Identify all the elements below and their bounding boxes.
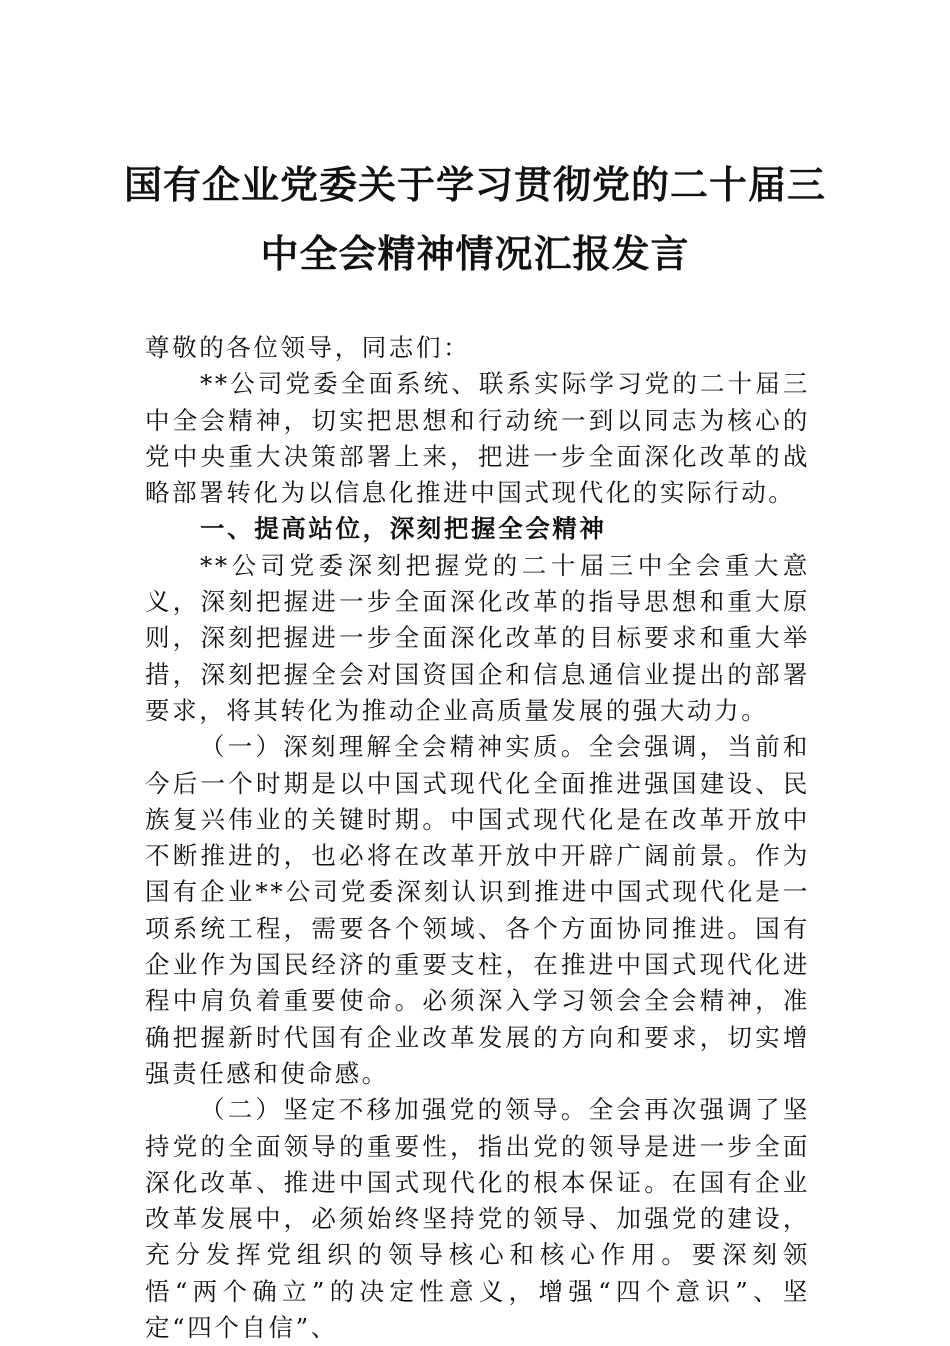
section-1-paragraph: **公司党委深刻把握党的二十届三中全会重大意义，深刻把握进一步全面深化改革的指导思想和重大原则，深刻把握进一步全面深化改革的目标要求和重大举措，深刻把握全会对国资国企和信息通信业提出的部署要求，将其转化为推动企业高质量发展的强大动力。: [145, 550, 810, 725]
document-body: [145, 330, 810, 1346]
subsection-1-paragraph: （一）深刻理解全会精神实质。全会强调，当前和今后一个时期是以中国式现代化全面推进强国建设、民族复兴伟业的关键时期。中国式现代化是在改革开放中不断推进的，也必将在改革开放中开辟广阔前景。作为国有企业**公司党委深刻认识到推进中国式现代化是一项系统工程，需要各个领域、各个方面协同推进。国有企业作为国民经济的重要支柱，在推进中国式现代化进程中肩负着重要使命。必须深入学习领会全会精神，准确把握新时代国有企业改革发展的方向和要求，切实增强责任感和使命感。: [145, 732, 810, 1088]
intro-paragraph: **公司党委全面系统、联系实际学习党的二十届三中全会精神，切实把思想和行动统一到以同志为核心的党中央重大决策部署上来，把进一步全面深化改革的战略部署转化为以信息化推进中国式现代化的实际行动。: [145, 369, 810, 508]
document-title-line-2: 中全会精神情况汇报发言: [260, 231, 690, 276]
salutation: 尊敬的各位领导，同志们：: [145, 333, 471, 362]
subsection-2-paragraph: （二）坚定不移加强党的领导。全会再次强调了坚持党的全面领导的重要性，指出党的领导是进一步全面深化改革、推进中国式现代化的根本保证。在国有企业改革发展中，必须始终坚持党的领导、加强党的建设，充分发挥党组织的领导核心和核心作用。要深刻领悟“两个确立”的决定性意义，增强“四个意识”、坚定“四个自信”、: [145, 1095, 810, 1343]
section-1-heading: 一、提高站位，深刻把握全会精神: [200, 514, 607, 544]
document-title-line-1: 国有企业党委关于学习贯彻党的二十届三: [123, 162, 826, 207]
